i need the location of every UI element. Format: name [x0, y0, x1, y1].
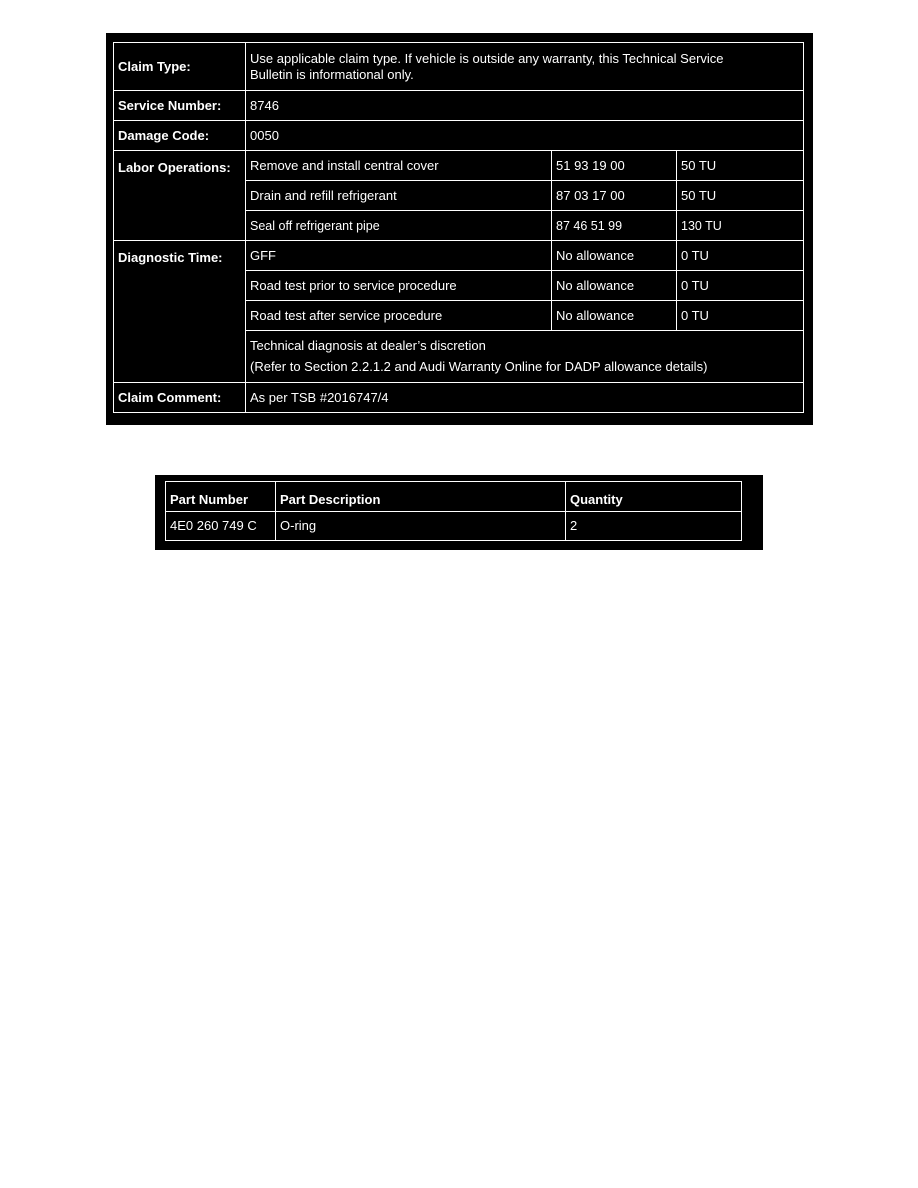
labor-operation-description: Drain and refill refrigerant	[246, 181, 552, 211]
service-number-label: Service Number:	[114, 91, 246, 121]
part-description-cell: O-ring	[276, 512, 566, 541]
claim-type-value	[246, 43, 804, 91]
claim-type-label: Claim Type:	[114, 43, 246, 91]
labor-operation-description: Remove and install central cover	[246, 151, 552, 181]
labor-operation-time: 50 TU	[677, 181, 804, 211]
diagnostic-time-label: Diagnostic Time:	[114, 241, 246, 383]
labor-operation-description: Seal off refrigerant pipe	[246, 211, 552, 241]
claim-info-table	[113, 42, 804, 413]
claim-type-line-1: Use applicable claim type. If vehicle is outside any warranty, this Technical Service	[250, 50, 724, 66]
quantity-cell: 2	[566, 512, 742, 541]
damage-code-label: Damage Code:	[114, 121, 246, 151]
parts-header-row	[166, 482, 742, 512]
labor-operation-code: 87 46 51 99	[552, 211, 677, 241]
parts-table	[165, 481, 742, 541]
damage-code-row	[114, 121, 804, 151]
diagnosis-note-line-1: Technical diagnosis at dealer’s discretion	[250, 338, 486, 353]
claim-type-row	[114, 43, 804, 91]
claim-comment-row	[114, 383, 804, 413]
labor-operation-time: 50 TU	[677, 151, 804, 181]
diagnosis-note-line-2: (Refer to Section 2.2.1.2 and Audi Warranty Online for DADP allowance details)	[250, 359, 708, 374]
claim-comment-label: Claim Comment:	[114, 383, 246, 413]
diagnosis-note	[246, 331, 804, 383]
part-number-header: Part Number	[166, 482, 276, 512]
claim-info-panel	[106, 33, 813, 425]
diagnostic-time-value: 0 TU	[677, 241, 804, 271]
damage-code-value: 0050	[246, 121, 804, 151]
part-description-header: Part Description	[276, 482, 566, 512]
diagnostic-time-value: 0 TU	[677, 271, 804, 301]
diagnostic-description: Road test after service procedure	[246, 301, 552, 331]
diagnostic-allowance: No allowance	[552, 271, 677, 301]
labor-operation-code: 87 03 17 00	[552, 181, 677, 211]
diagnostic-description: GFF	[246, 241, 552, 271]
quantity-header: Quantity	[566, 482, 742, 512]
service-number-row	[114, 91, 804, 121]
diagnostic-time-row	[114, 241, 804, 271]
diagnostic-allowance: No allowance	[552, 301, 677, 331]
part-number-cell: 4E0 260 749 C	[166, 512, 276, 541]
parts-panel	[155, 475, 763, 550]
labor-operation-code: 51 93 19 00	[552, 151, 677, 181]
labor-operations-label: Labor Operations:	[114, 151, 246, 241]
labor-operation-row	[114, 151, 804, 181]
claim-type-line-2: Bulletin is informational only.	[250, 66, 414, 82]
service-number-value: 8746	[246, 91, 804, 121]
labor-operation-time: 130 TU	[677, 211, 804, 241]
table-row	[166, 512, 742, 541]
diagnostic-allowance: No allowance	[552, 241, 677, 271]
diagnostic-description: Road test prior to service procedure	[246, 271, 552, 301]
diagnostic-time-value: 0 TU	[677, 301, 804, 331]
claim-comment-value: As per TSB #2016747/4	[246, 383, 804, 413]
